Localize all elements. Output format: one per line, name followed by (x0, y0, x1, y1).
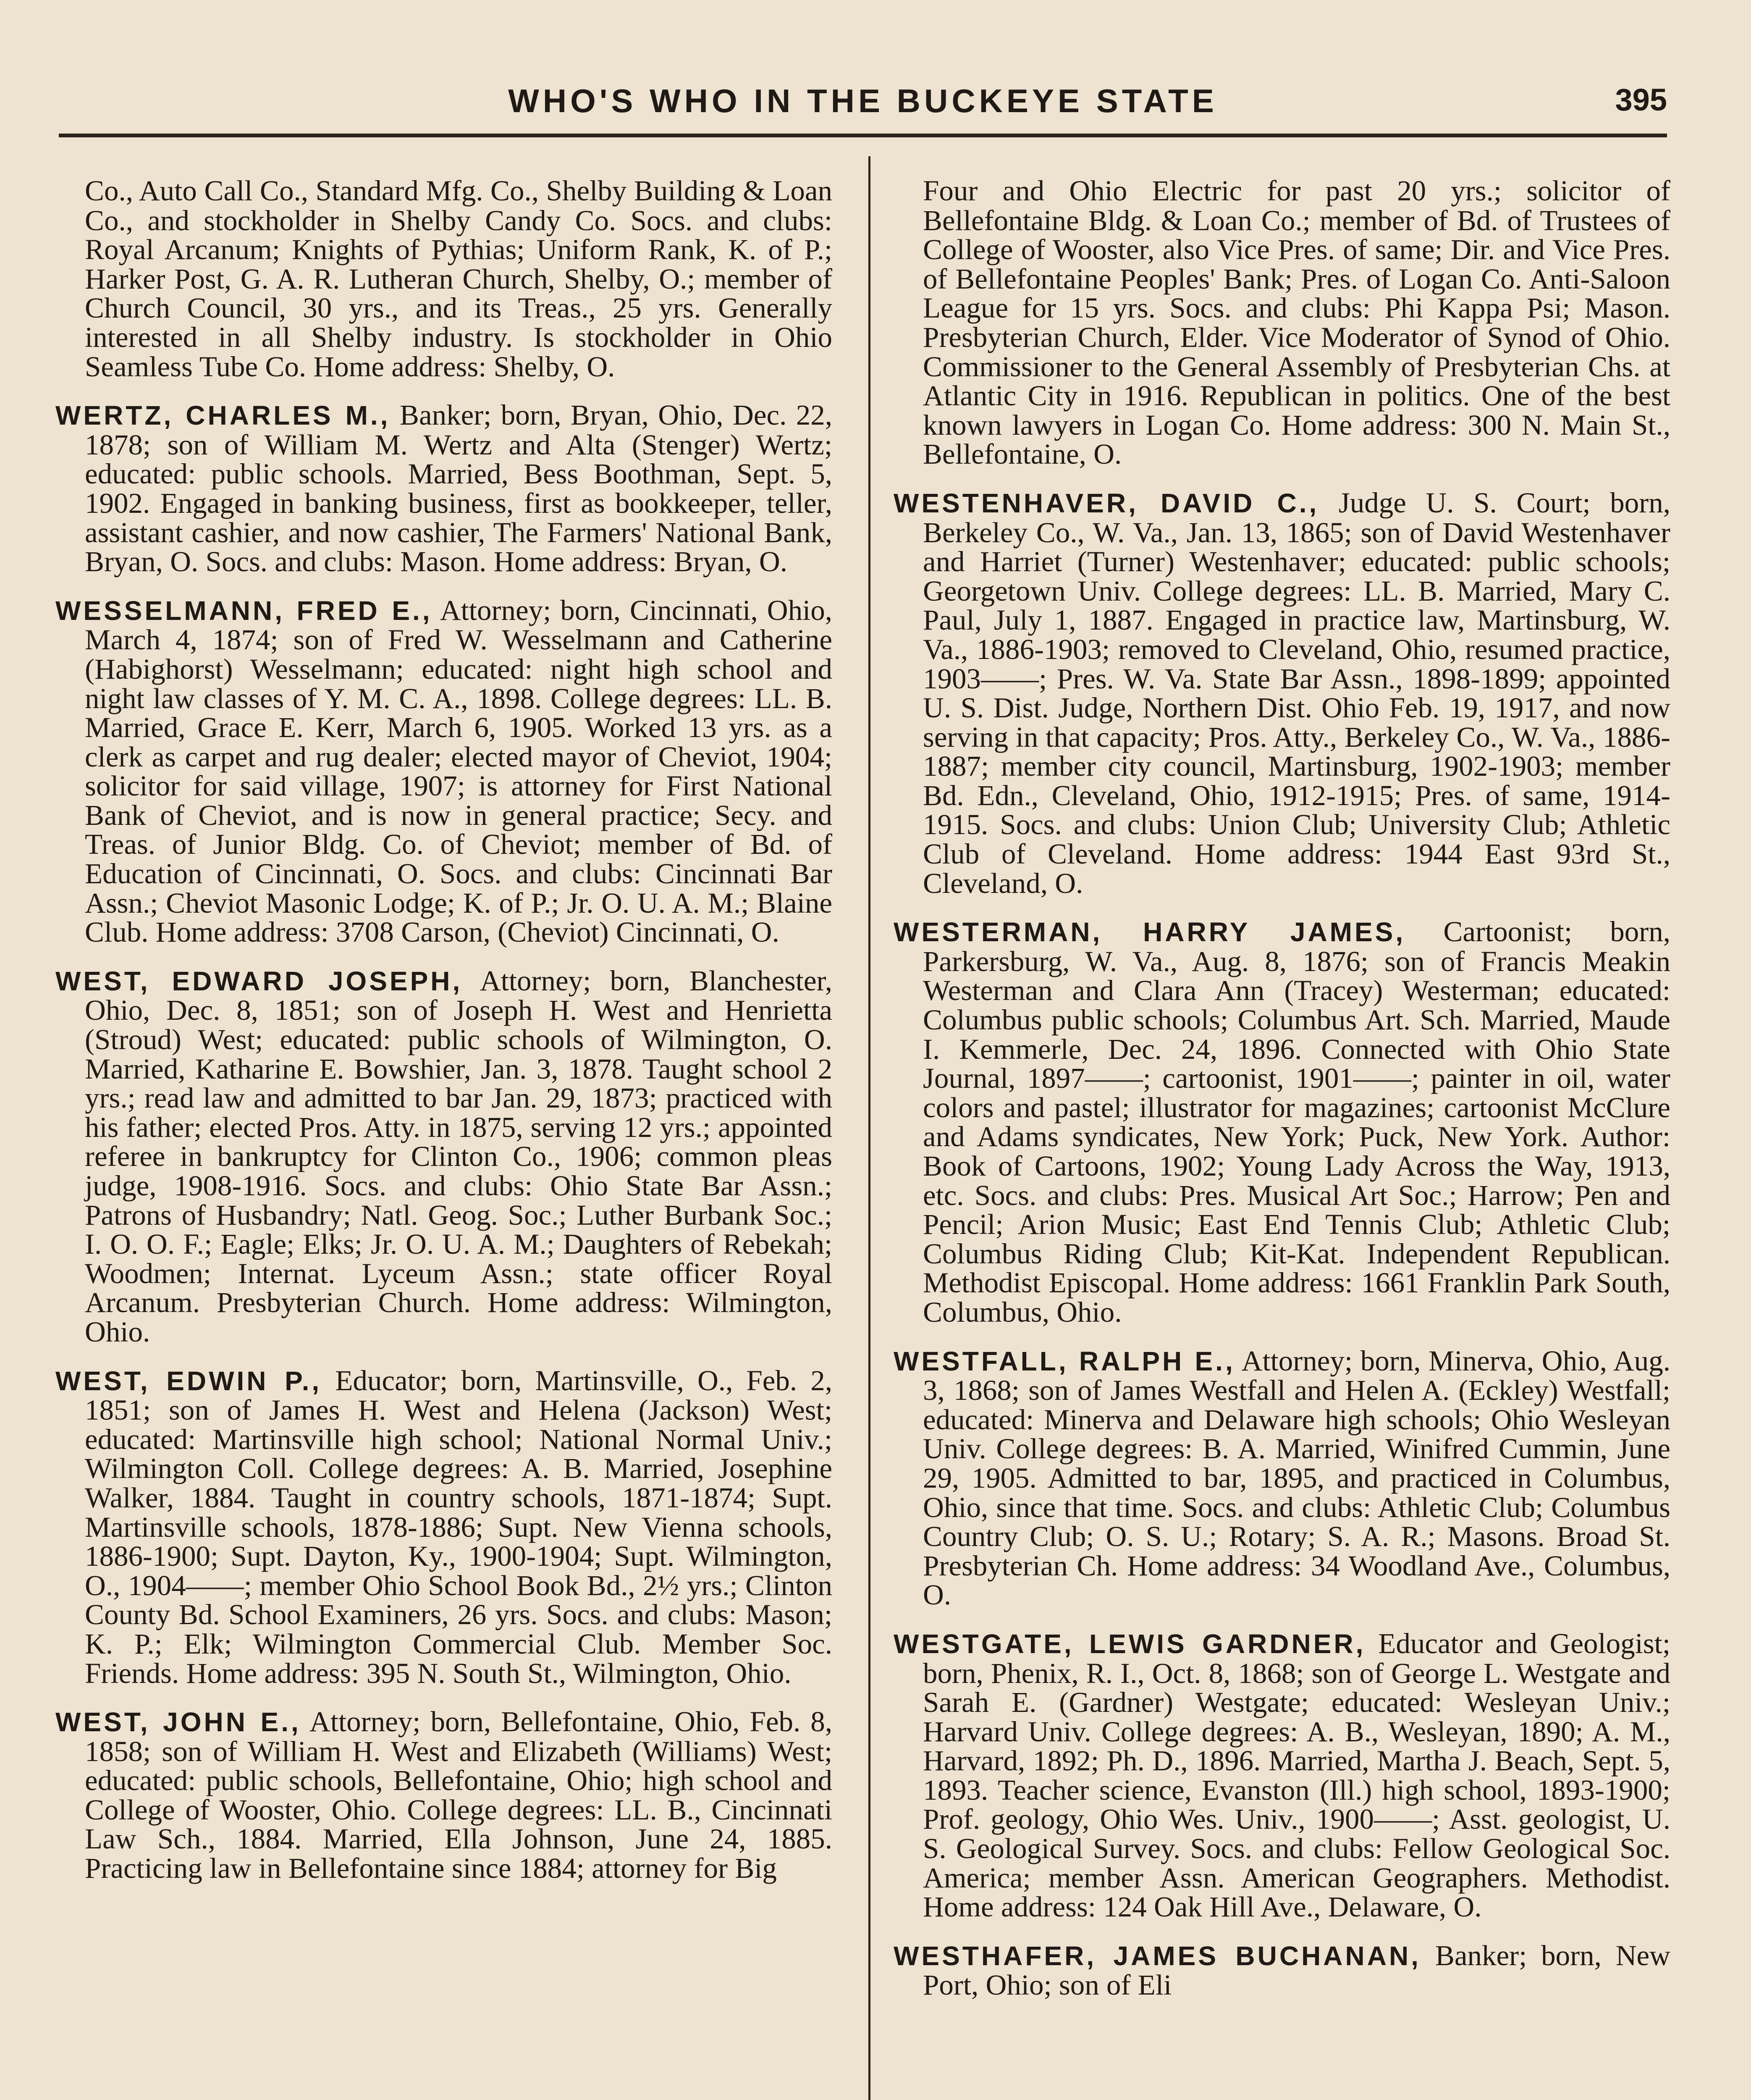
biography-entry (55, 1366, 832, 1688)
biography-entry (55, 1707, 832, 1883)
biography-entry (894, 488, 1670, 898)
entry-text: Attorney; born, Bellefontaine, Ohio, Feb. 8, 1858; son of William H. West and Elizabeth (Williams) West; educated: public schools, Bellefontaine, Ohio; high school and College of Wooster, Ohio. College degrees: LL. B., Cincinnati Law Sch., 1884. Married, Ella Johnson, June 24, 1885. Practicing law in Bellefontaine since 1884; attorney for Big (85, 1706, 832, 1885)
header-rule (59, 134, 1667, 137)
biography-entry (894, 1629, 1670, 1922)
entry-text: Attorney; born, Minerva, Ohio, Aug. 3, 1868; son of James Westfall and Helen A. (Eckley) Westfall; educated: Minerva and Delaware high schools; Ohio Wesleyan Univ. College degrees: B. A. Married, Winifred Cummin, June 29, 1905. Admitted to bar, 1895, and practiced in Columbus, Ohio, since that time. Socs. and clubs: Athletic Club; Columbus Country Club; O. S. U.; Rotary; S. A. R.; Masons. Broad St. Presbyterian Ch. Home address: 34 Woodland Ave., Columbus, O. (923, 1344, 1671, 1611)
biography-entry (55, 401, 832, 577)
running-title: WHO'S WHO IN THE BUCKEYE STATE (508, 82, 1218, 119)
biography-entry (894, 917, 1670, 1327)
entry-text: Attorney; born, Blanchester, Ohio, Dec. 8, 1851; son of Joseph H. West and Henrietta (Stroud) West; educated: public schools of Wilmington, O. Married, Katharine E. Bowshier, Jan. 3, 1878. Taught school 2 yrs.; read law and admitted to bar Jan. 29, 1873; practiced with his father; elected Pros. Atty. in 1875, serving 12 yrs.; appointed referee in bankruptcy for Clinton Co., 1906; common pleas judge, 1908-1916. Socs. and clubs: Ohio State Bar Assn.; Patrons of Husbandry; Natl. Geog. Soc.; Luther Burbank Soc.; I. O. O. F.; Eagle; Elks; Jr. O. U. A. M.; Daughters of Rebekah; Woodmen; Internat. Lyceum Assn.; state officer Royal Arcanum. Presbyterian Church. Home address: Wilmington, Ohio. (85, 964, 833, 1348)
entry-text: Banker; born, New Port, Ohio; son of Eli (923, 1939, 1670, 2001)
left-column (55, 176, 832, 1903)
entry-text: Educator and Geologist; born, Phenix, R. I., Oct. 8, 1868; son of George L. Westgate and Sarah E. (Gardner) Westgate; educated: Wesleyan Univ.; Harvard Univ. College degrees: A. B., Wesleyan, 1890; A. M., Harvard, 1892; Ph. D., 1896. Married, Martha J. Beach, Sept. 5, 1893. Teacher science, Evanston (Ill.) high school, 1893-1900; Prof. geology, Ohio Wes. Univ., 1900——; Asst. geologist, U. S. Geological Survey. Socs. and clubs: Fellow Geological Soc. America; member Assn. American Geographers. Methodist. Home address: 124 Oak Hill Ave., Delaware, O. (923, 1627, 1671, 1923)
entry-text: Judge U. S. Court; born, Berkeley Co., W. Va., Jan. 13, 1865; son of David Westenhaver and Harriet (Turner) Westenhaver; educated: public schools; Georgetown Univ. College degrees: LL. B. Married, Mary C. Paul, July 1, 1887. Engaged in practice law, Martinsburg, W. Va., 1886-1903; removed to Cleveland, Ohio, resumed practice, 1903——; Pres. W. Va. State Bar Assn., 1898-1899; appointed U. S. Dist. Judge, Northern Dist. Ohio Feb. 19, 1917, and now serving in that capacity; Pros. Atty., Berkeley Co., W. Va., 1886-1887; member city council, Martinsburg, 1902-1903; member Bd. Edn., Cleveland, Ohio, 1912-1915; Pres. of same, 1914-1915. Socs. and clubs: Union Club; University Club; Athletic Club of Cleveland. Home address: 1944 East 93rd St., Cleveland, O. (923, 486, 1671, 899)
entry-name: WEST, JOHN E., (55, 1707, 301, 1738)
entry-text: Co., Auto Call Co., Standard Mfg. Co., Shelby Building & Loan Co., and stockholder in Shelby Candy Co. Socs. and clubs: Royal Arcanum; Knights of Pythias; Uniform Rank, K. of P.; Harker Post, G. A. R. Lutheran Church, Shelby, O.; member of Church Council, 30 yrs., and its Treas., 25 yrs. Generally interested in all Shelby industry. Is stockholder in Ohio Seamless Tube Co. Home address: Shelby, O. (85, 175, 832, 383)
entry-text: Banker; born, Bryan, Ohio, Dec. 22, 1878; son of William M. Wertz and Alta (Stenger) Wertz; educated: public schools. Married, Bess Boothman, Sept. 5, 1902. Engaged in banking business, first as bookkeeper, teller, assistant cashier, and now cashier, The Farmers' National Bank, Bryan, O. Socs. and clubs: Mason. Home address: Bryan, O. (85, 399, 833, 578)
entry-name: WEST, EDWARD JOSEPH, (55, 966, 463, 996)
entry-text: Cartoonist; born, Parkersburg, W. Va., Aug. 8, 1876; son of Francis Meakin Westerman and Clara Ann (Tracey) Westerman; educated: Columbus public schools; Columbus Art. Sch. Married, Maude I. Kemmerle, Dec. 24, 1896. Connected with Ohio State Journal, 1897——; cartoonist, 1901——; painter in oil, water colors and pastel; illustrator for magazines; cartoonist McClure and Adams syndicates, New York; Puck, New York. Author: Book of Cartoons, 1902; Young Lady Across the Way, 1913, etc. Socs. and clubs: Pres. Musical Art Soc.; Harrow; Pen and Pencil; Arion Music; East End Tennis Club; Athletic Club; Columbus Riding Club; Kit-Kat. Independent Republican. Methodist Episcopal. Home address: 1661 Franklin Park South, Columbus, Ohio. (923, 916, 1671, 1328)
biography-entry (55, 176, 832, 381)
biography-entry (894, 1941, 1670, 2000)
entry-text: Four and Ohio Electric for past 20 yrs.; solicitor of Bellefontaine Bldg. & Loan Co.; member of Bd. of Trustees of College of Wooster, also Vice Pres. of same; Dir. and Vice Pres. of Bellefontaine Peoples' Bank; Pres. of Logan Co. Anti-Saloon League for 15 yrs. Socs. and clubs: Phi Kappa Psi; Mason. Presbyterian Church, Elder. Vice Moderator of Synod of Ohio. Commissioner to the General Assembly of Presbyterian Chs. at Atlantic City in 1916. Republican in politics. One of the best known lawyers in Logan Co. Home address: 300 N. Main St., Bellefontaine, O. (923, 175, 1670, 470)
entry-name: WESTFALL, RALPH E., (894, 1346, 1235, 1376)
entry-name: WESTENHAVER, DAVID C., (894, 488, 1319, 518)
biography-entry (55, 596, 832, 947)
entry-name: WESSELMANN, FRED E., (55, 595, 433, 626)
entry-text: Educator; born, Martinsville, O., Feb. 2, 1851; son of James H. West and Helena (Jackson) West; educated: Martinsville high school; National Normal Univ.; Wilmington Coll. College degrees: A. B. Married, Josephine Walker, 1884. Taught in country schools, 1871-1874; Supt. Martinsville schools, 1878-1886; Supt. New Vienna schools, 1886-1900; Supt. Dayton, Ky., 1900-1904; Supt. Wilmington, O., 1904——; member Ohio School Book Bd., 2½ yrs.; Clinton County Bd. School Examiners, 26 yrs. Socs. and clubs: Mason; K. P.; Elk; Wilmington Commercial Club. Member Soc. Friends. Home address: 395 N. South St., Wilmington, Ohio. (85, 1364, 832, 1689)
entry-name: WESTERMAN, HARRY JAMES, (894, 917, 1406, 948)
biography-entry (894, 1344, 1671, 1611)
entry-name: WESTHAFER, JAMES BUCHANAN, (894, 1940, 1421, 1971)
column-divider (868, 156, 870, 2100)
entry-name: WESTGATE, LEWIS GARDNER, (894, 1628, 1366, 1659)
page-number: 395 (1615, 82, 1667, 117)
entry-name: WEST, EDWIN P., (55, 1365, 322, 1396)
biography-entry (55, 966, 832, 1347)
entry-name: WERTZ, CHARLES M., (55, 400, 391, 431)
biography-entry (894, 176, 1670, 469)
entry-text: Attorney; born, Cincinnati, Ohio, March 4, 1874; son of Fred W. Wesselmann and Catherine (Habighorst) Wesselmann; educated: night high school and night law classes of Y. M. C. A., 1898. College degrees: LL. B. Married, Grace E. Kerr, March 6, 1905. Worked 13 yrs. as a clerk as carpet and rug dealer; elected mayor of Cheviot, 1904; solicitor for said village, 1907; is attorney for First National Bank of Cheviot, and is now in general practice; Secy. and Treas. of Junior Bldg. Co. of Cheviot; member of Bd. of Education of Cincinnati, O. Socs. and clubs: Cincinnati Bar Assn.; Cheviot Masonic Lodge; K. of P.; Jr. O. U. A. M.; Blaine Club. Home address: 3708 Carson, (Cheviot) Cincinnati, O. (85, 594, 832, 948)
right-column (894, 176, 1670, 2019)
page-header (59, 74, 1667, 136)
